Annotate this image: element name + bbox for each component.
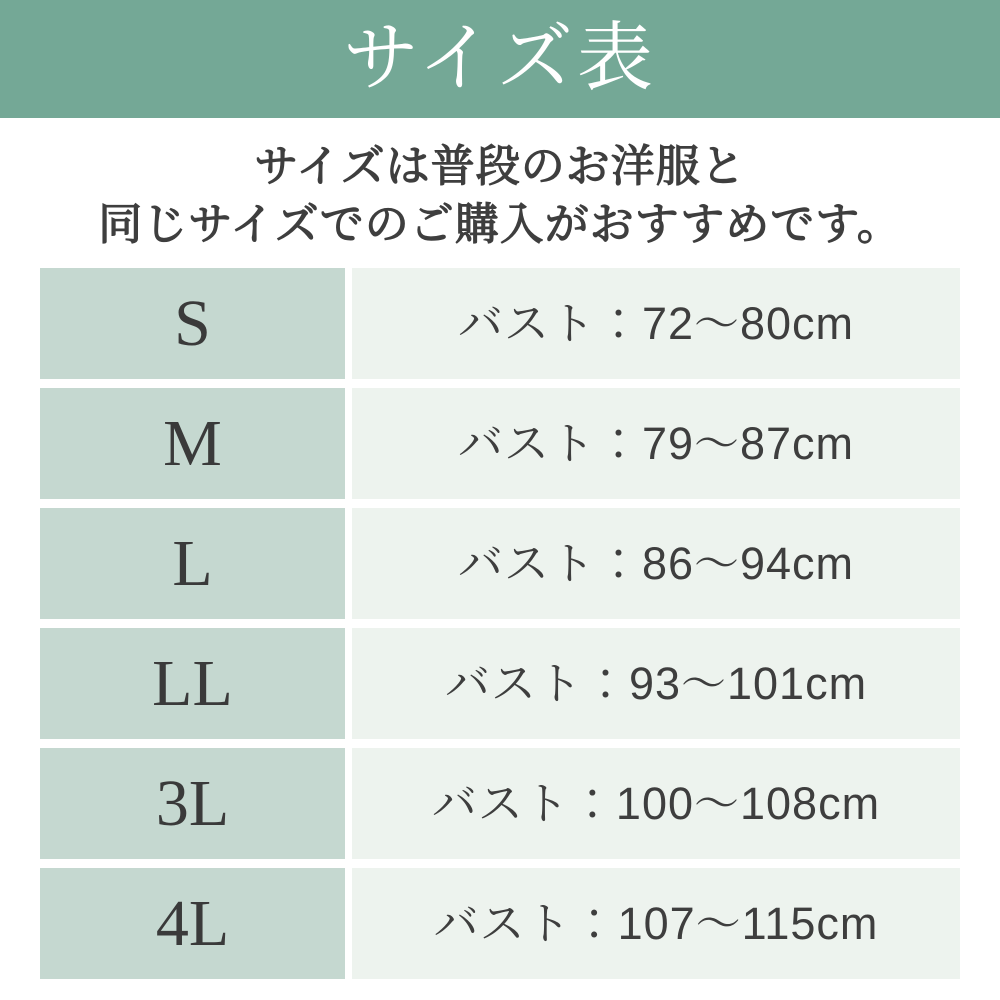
size-guide-note-line1: サイズは普段のお洋服と	[254, 142, 746, 191]
size-guide-note-line2: 同じサイズでのご購入がおすすめです。	[98, 200, 902, 249]
bust-value: バスト：107〜115cm	[352, 868, 960, 979]
table-row-s	[40, 268, 960, 379]
size-label: S	[40, 268, 345, 379]
size-guide-note	[0, 138, 1000, 254]
bust-value: バスト：79〜87cm	[352, 388, 960, 499]
bust-value: バスト：100〜108cm	[352, 748, 960, 859]
bust-value: バスト：93〜101cm	[352, 628, 960, 739]
table-row-m	[40, 388, 960, 499]
size-label: 3L	[40, 748, 345, 859]
table-row-ll	[40, 628, 960, 739]
size-label: LL	[40, 628, 345, 739]
page-title: サイズ表	[343, 17, 657, 101]
table-row-3l	[40, 748, 960, 859]
size-table	[40, 268, 960, 979]
table-row-l	[40, 508, 960, 619]
table-row-4l	[40, 868, 960, 979]
bust-value: バスト：72〜80cm	[352, 268, 960, 379]
size-label: L	[40, 508, 345, 619]
bust-value: バスト：86〜94cm	[352, 508, 960, 619]
size-label: M	[40, 388, 345, 499]
size-chart-header	[0, 0, 1000, 118]
size-label: 4L	[40, 868, 345, 979]
